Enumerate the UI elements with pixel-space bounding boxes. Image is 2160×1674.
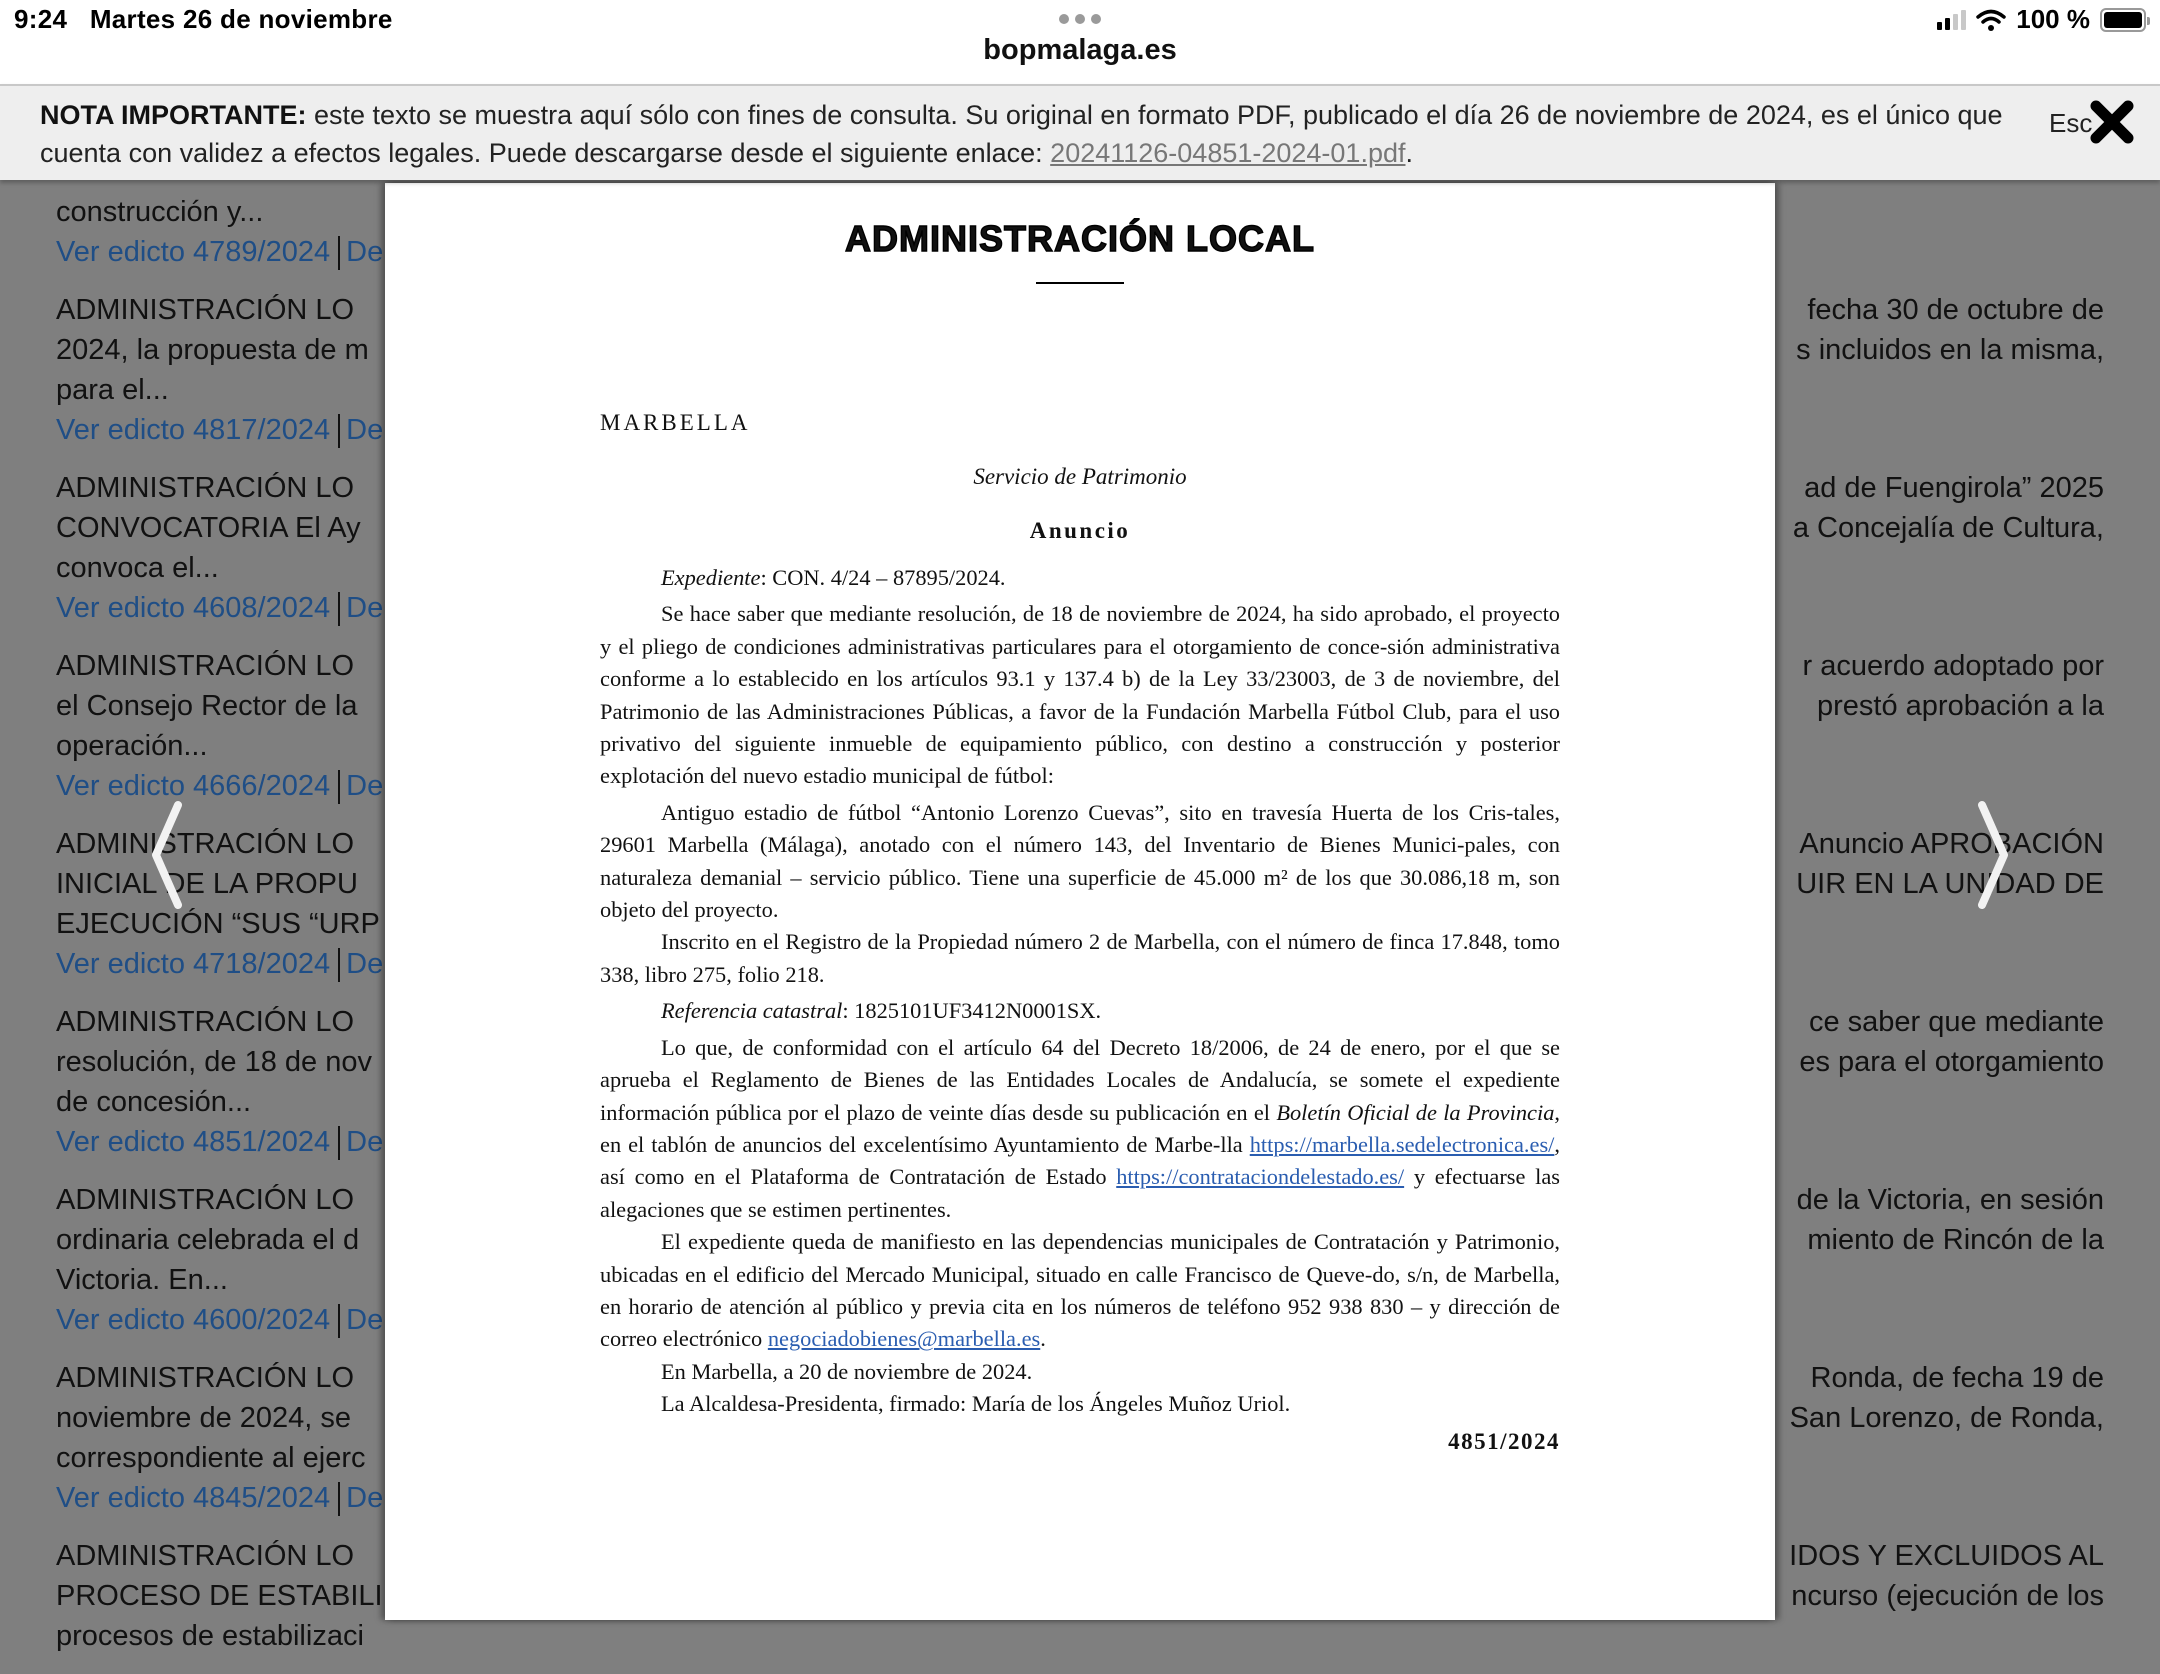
link-separator (338, 1482, 340, 1516)
list-item (1775, 1002, 2160, 1162)
list-item (0, 1358, 385, 1518)
list-item-desc-line: CONVOCATORIA El Ay (56, 512, 361, 544)
list-item-desc-line: miento de Rincón de la (1807, 1224, 2104, 1256)
battery-percent: 100 % (2016, 4, 2090, 34)
list-item-desc-line: ADMINISTRACIÓN LO (56, 1362, 355, 1394)
link-separator (338, 1126, 340, 1160)
sede-electronica-link[interactable]: https://marbella.sedelectronica.es/ (1249, 1131, 1555, 1157)
list-item-desc-line: procesos de estabilizaci (56, 1620, 364, 1652)
note-text: NOTA IMPORTANTE: este texto se muestra aquí sólo con fines de consulta. Su original en formato PDF, publicado el día 26 de noviembre de 2024, es el único que cuenta con validez a efectos legales. Puede descargarse desde el siguiente enlace: 20241126-04851-2024-01.pdf. (40, 100, 2003, 168)
list-item-desc-line: correspondiente al ejerc (56, 1442, 366, 1474)
list-item-desc-line: ncurso (ejecución de los (1791, 1580, 2104, 1612)
list-item-desc-line: ordinaria celebrada el d (56, 1224, 360, 1256)
list-item (0, 1002, 385, 1162)
document-viewer (385, 183, 1775, 1620)
list-item-links (56, 232, 385, 272)
document-page (600, 213, 1560, 1455)
list-item-desc-line: ADMINISTRACIÓN LO (56, 1184, 355, 1216)
view-edict-link[interactable]: Ver edicto 4845/2024 (56, 1482, 331, 1514)
view-edict-link[interactable]: Ver edicto 4851/2024 (56, 1126, 331, 1158)
paragraph-property: Antiguo estadio de fútbol “Antonio Lorenzo Cuevas”, sito en travesía Huerta de los Cris-tales, 29601 Marbella (Málaga), anotado con el número 143, del Inventario de Bienes Munici-pales, con naturaleza demanial – servicio público. Tiene una superficie de 45.000 m² de los que 30.086,18 m, son objeto del proyecto. (600, 799, 1560, 923)
list-item-desc-line: prestó aprobación a la (1817, 690, 2104, 722)
list-item-desc-line: Ronda, de fecha 19 de (1810, 1362, 2104, 1394)
edict-number: 4851/2024 (1448, 1428, 1560, 1454)
list-item-desc-line: ADMINISTRACIÓN LO (56, 472, 355, 504)
list-item-desc-line: para el... (56, 374, 169, 406)
link-separator (338, 770, 340, 804)
list-item-desc-line: convoca el... (56, 552, 219, 584)
list-item-spacer (1775, 944, 2104, 984)
list-item-desc: construcción y... (56, 196, 264, 228)
view-edict-link[interactable]: Ver edicto 4600/2024 (56, 1304, 331, 1336)
list-item-desc-line: noviembre de 2024, se (56, 1402, 352, 1434)
list-item-desc-line: ad de Fuengirola” 2025 (1804, 472, 2104, 504)
list-item-desc-line: r acuerdo adoptado por (1802, 650, 2104, 682)
list-item-desc-line: de concesión... (56, 1086, 252, 1118)
list-item (1775, 1536, 2160, 1656)
list-item-spacer (1775, 904, 2104, 944)
paragraph-expediente-location: El expediente queda de manifiesto en las dependencias municipales de Contratación y Patrimonio, ubicadas en el edificio del Mercado Municipal, situado en calle Francisco de Queve-do, s/n, de Marbella, en horario de atención al público y previa cita en los números de teléfono 952 938 830 – y dirección de correo electrónico negociadobienes@marbella.es. (600, 1229, 1560, 1352)
list-item (1775, 1358, 2160, 1518)
list-item-spacer (1775, 1122, 2104, 1162)
list-item-spacer (1775, 588, 2104, 628)
list-item-spacer (1775, 1478, 2104, 1518)
view-edict-link[interactable]: Ver edicto 4608/2024 (56, 592, 331, 624)
town-heading: MARBELLA (600, 410, 751, 435)
list-item-links (56, 588, 385, 628)
list-item-desc-line: EJECUCIÓN “SUS “URP (56, 908, 380, 940)
list-item-desc-line: de la Victoria, en sesión (1796, 1184, 2104, 1216)
paragraph-resolution: Se hace saber que mediante resolución, de 18 de noviembre de 2024, ha sido aprobado, el proyecto y el pliego de condiciones administrativas particulares para el otorgamiento de conce-sión administrativa conforme a lo establecido en los artículos 93.1 y 137.4 b) de la Ley 33/23003, de 3 de noviembre, del Patrimonio de las Administraciones Públicas, a favor de la Fundación Marbella Fútbol Club, para el uso privativo del siguiente inmueble de equipamiento público, con destino a construcción y posterior explotación del nuevo estadio municipal de fútbol: (600, 601, 1560, 789)
list-item (0, 192, 385, 272)
download-edict-link[interactable]: De (346, 770, 384, 802)
list-item-spacer (1775, 726, 2104, 766)
link-separator (338, 414, 340, 448)
title-rule (1036, 282, 1124, 284)
list-item-spacer (1775, 1616, 2104, 1656)
wifi-icon (1976, 9, 2006, 31)
list-item-desc-line: INICIAL DE LA PROPU (56, 868, 358, 900)
list-item-desc-line: a Concejalía de Cultura, (1792, 512, 2104, 544)
chevron-right-icon[interactable] (1972, 800, 2012, 910)
list-item-spacer (1775, 232, 2104, 272)
list-item-links (56, 1478, 385, 1518)
view-edict-link[interactable]: Ver edicto 4789/2024 (56, 236, 331, 268)
anuncio-heading: Anuncio (1029, 518, 1131, 543)
list-item (1775, 646, 2160, 806)
list-item (0, 646, 385, 806)
list-item (1775, 192, 2160, 272)
signal-icon (1937, 10, 1966, 30)
list-item-links (56, 944, 385, 984)
list-item-desc-line: ADMINISTRACIÓN LO (56, 1006, 355, 1038)
domain-label: bopmalaga.es (983, 34, 1177, 66)
edict-list-left (0, 192, 385, 1674)
status-time-date: 9:24 Martes 26 de noviembre (14, 4, 393, 34)
signature-line: La Alcaldesa-Presidenta, firmado: María de los Ángeles Muñoz Uriol. (661, 1391, 1291, 1417)
list-item-desc-line: s incluidos en la misma, (1796, 334, 2104, 366)
list-item-desc-line: ce saber que mediante (1808, 1006, 2104, 1038)
legal-note-banner (0, 84, 2160, 180)
view-edict-link[interactable]: Ver edicto 4817/2024 (56, 414, 331, 446)
contratacion-link[interactable]: https://contrataciondelestado.es/ (1116, 1164, 1405, 1190)
list-item (1775, 290, 2160, 450)
list-item (1775, 468, 2160, 628)
download-edict-link[interactable]: De (346, 1126, 384, 1158)
address-bar[interactable] (0, 34, 2160, 84)
battery-icon (2100, 8, 2146, 32)
list-item-desc-line: Anuncio APROBACIÓN (1799, 828, 2104, 860)
list-item-spacer (1775, 410, 2104, 450)
view-edict-link[interactable]: Ver edicto 4666/2024 (56, 770, 331, 802)
download-edict-link[interactable]: De (346, 414, 384, 446)
list-item-desc-line: es para el otorgamiento (1799, 1046, 2104, 1078)
list-item-spacer (1775, 1082, 2104, 1122)
chevron-left-icon[interactable] (148, 800, 188, 910)
paragraph-public-info: Lo que, de conformidad con el artículo 64 del Decreto 18/2006, de 24 de enero, por el que se aprueba el Reglamento de Bienes de las Entidades Locales de Andalucía, se somete el expediente información pública por el plazo de veinte días desde su publicación en el Boletín Oficial de la Provincia, en el tablón de anuncios del excelentísimo Ayuntamiento de Marbe-lla https://marbella.sedelectronica.es/, así como en el Plataforma de Contratación de Estado https://contrataciondelestado.es/ y efectuarse las alegaciones que se estimen pertinentes. (600, 1034, 1560, 1222)
link-separator (338, 236, 340, 270)
list-item-links (56, 1122, 385, 1162)
list-item-spacer (1775, 370, 2104, 410)
list-item-spacer (1775, 1300, 2104, 1340)
view-edict-link[interactable]: Ver edicto 4718/2024 (56, 948, 331, 980)
list-item (0, 290, 385, 450)
list-item-links (56, 1300, 385, 1340)
list-item-desc-line: el Consejo Rector de la (56, 690, 358, 722)
list-item-desc-line: resolución, de 18 de nov (56, 1046, 372, 1078)
catastral-line: Referencia catastral: 1825101UF3412N0001SX. (661, 998, 1102, 1024)
more-dots-icon[interactable] (1059, 14, 1101, 24)
download-edict-link[interactable]: De (346, 948, 384, 980)
list-item-desc-line: PROCESO DE ESTABILI (56, 1580, 383, 1612)
list-item-spacer (1775, 548, 2104, 588)
esc-label: Esc (2049, 108, 2093, 138)
list-item-desc-line: San Lorenzo, de Ronda, (1789, 1402, 2104, 1434)
list-item-desc-line: ADMINISTRACIÓN LO (56, 828, 355, 860)
download-edict-link[interactable]: De (346, 1304, 384, 1336)
list-item-desc-line: ADMINISTRACIÓN LO (56, 294, 355, 326)
edict-list-right (1775, 192, 2160, 1674)
link-separator (338, 948, 340, 982)
download-edict-link[interactable]: De (346, 592, 384, 624)
list-item-desc-line: operación... (56, 730, 208, 762)
service-heading: Servicio de Patrimonio (973, 464, 1187, 489)
email-link[interactable]: negociadobienes@marbella.es (767, 1326, 1041, 1352)
list-item-links (56, 766, 385, 806)
list-item-desc-line: UIR EN LA UNIDAD DE (1796, 868, 2104, 900)
list-item-desc-line: fecha 30 de octubre de (1807, 294, 2104, 326)
download-edict-link[interactable]: De (346, 236, 384, 268)
list-item-desc-line: 2024, la propuesta de m (56, 334, 369, 366)
close-x-icon[interactable] (2088, 98, 2136, 146)
list-item-links (56, 410, 385, 450)
link-separator (338, 1304, 340, 1338)
list-item-desc-line: Victoria. En... (56, 1264, 228, 1296)
list-item-spacer (1775, 1260, 2104, 1300)
list-item-spacer (1775, 1438, 2104, 1478)
pdf-download-link[interactable]: 20241126-04851-2024-01.pdf (1050, 138, 1406, 168)
paragraph-registry: Inscrito en el Registro de la Propiedad número 2 de Marbella, con el número de finca 17.848, tomo 338, libro 275, folio 218. (600, 929, 1560, 987)
list-item (1775, 1180, 2160, 1340)
link-separator (338, 592, 340, 626)
place-date: En Marbella, a 20 de noviembre de 2024. (661, 1358, 1033, 1384)
status-right (1937, 4, 2146, 35)
list-item (0, 824, 385, 984)
list-item (0, 468, 385, 628)
list-item-spacer (1775, 192, 2104, 232)
list-item (0, 1180, 385, 1340)
section-title: ADMINISTRACIÓN LOCAL (845, 218, 1315, 259)
list-item-desc-line: ADMINISTRACIÓN LO (56, 1540, 355, 1572)
list-item-spacer (1775, 766, 2104, 806)
expediente-line: Expediente: CON. 4/24 – 87895/2024. (661, 565, 1006, 590)
download-edict-link[interactable]: De (346, 1482, 384, 1514)
list-item-desc-line: ADMINISTRACIÓN LO (56, 650, 355, 682)
list-item (1775, 824, 2160, 984)
list-item-desc-line: IDOS Y EXCLUIDOS AL (1789, 1540, 2104, 1572)
list-item (0, 1536, 385, 1656)
